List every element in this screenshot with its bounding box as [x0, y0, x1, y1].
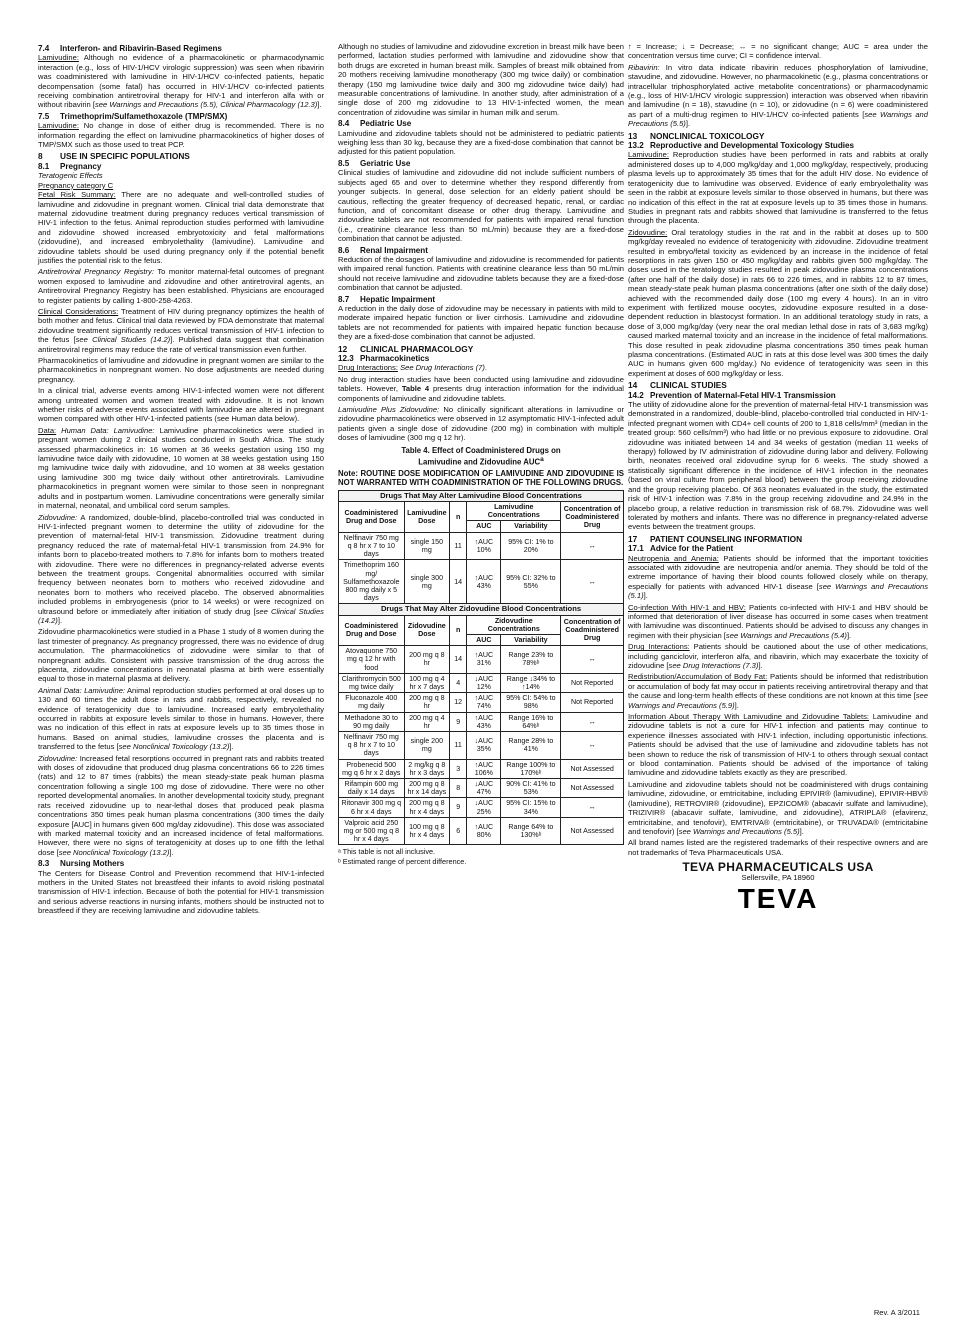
table-cell-n: 14	[450, 560, 467, 604]
section-8-4-heading: 8.4 Pediatric Use	[338, 119, 412, 129]
table-cell-n: 11	[450, 731, 467, 759]
col-header-coadmin-conc: Concentration of Coadministered Drug	[561, 502, 624, 533]
table-cell-dose: 200 mg q 4 hr	[404, 712, 450, 731]
table-legend: ↑ = Increase; ↓ = Decrease; ↔ = no significant change; AUC = area under the concentration versus time curve; CI = confidence interval.	[628, 42, 928, 61]
section-8-3-text: The Centers for Disease Control and Prevention recommend that HIV-1-infected mothers in the United States not breastfeed their infants to avoid risking postnatal transmission of HIV-1 infection. Because of both the potential for HIV-1 transmission and serious adverse reactions in nursing infants, mothers should be instructed not to breastfeed if they are receiving lamivudine and zidovudine tablets.	[38, 868, 324, 916]
section-13-heading: 13 NONCLINICAL TOXICOLOGY	[628, 130, 765, 141]
breast-milk-text: Although no studies of lamivudine and zidovudine excretion in breast milk have been performed, lactation studies performed with lamivudine and zidovudine show that both drugs are excreted in human breast milk. Samples of breast milk obtained from 20 mothers receiving lamivudine monotherapy (300 mg twice daily) or combination therapy (150 mg lamivudine twice daily and 300 mg zidovudine twice daily) had measurable concentrations of lamivudine. In another study, after administration of a single dose of 200 mg zidovudine to 13 HIV-1-infected women, the mean concentration of zidovudine was similar in human milk and serum.	[338, 42, 624, 117]
column-3	[628, 42, 928, 912]
table-cell-var: Range 100% to 170%ᵇ	[501, 759, 561, 778]
trademark-note: All brand names listed are the registered trademarks of their respective owners and are not trademarks of Teva Pharmaceuticals USA.	[628, 838, 928, 857]
human-data-zidovudine: Zidovudine: A randomized, double-blind, placebo-controlled trial was conducted in HIV-1-infected pregnant women to determine the utility of zidovudine for the prevention of maternal-fetal HIV-1 transmission. Zidovudine treatment during pregnancy reduced the rate of maternal-fetal HIV-1 transmission from 24.9% for infants born to placebo-treated mothers to 7.8% for infants born to mothers treated with zidovudine. There were no differences in pregnancy-related adverse events between the treatment groups. Congenital abnormalities occurred with similar frequency between neonates born to mothers who received zidovudine and neonates born to mothers who received placebo. The observed abnormalities included problems in embryogenesis (prior to 14 weeks) or were recognized on ultrasound before or immediately after initiation of study drug [see Clinical Studies (14.2)].	[38, 512, 324, 625]
col-header-coadmin-2: Coadministered Drug and Dose	[339, 615, 405, 646]
table-row	[339, 532, 624, 560]
section-7-4-heading: 7.4 Interferon- and Ribavirin-Based Regimens	[38, 44, 222, 53]
section-7-4-text: Lamivudine: Although no evidence of a pharmacokinetic or pharmacodynamic interaction (e.g., loss of HIV-1/HCV virologic suppression) was seen when ribavirin was coadministered with lamivudine in HIV-1/HCV co-infected patients, hepatic decompensation (some fatal) has occurred in HIV-1/HCV co-infected patients receiving combination antiretroviral therapy for HIV-1 and interferon alfa with or without ribavirin [see Warnings and Precautions (5.5), Clinical Pharmacology (12.3)].	[38, 53, 324, 110]
table-row	[339, 646, 624, 674]
body-fat-counsel: Redistribution/Accumulation of Body Fat: Patients should be informed that redistribution or accumulation of body fat may occur in patients receiving antiretroviral therapy and that the cause and long-term health effects of these conditions are not known at this time [see Warnings and Precautions (5.9)].	[628, 672, 928, 710]
table-cell-n: 9	[450, 712, 467, 731]
section-8-1-heading: 8.1 Pregnancy	[38, 161, 102, 171]
table-cell-var: 95% CI: 32% to 55%	[501, 560, 561, 604]
section-8-heading: 8 USE IN SPECIFIC POPULATIONS	[38, 151, 190, 162]
table-cell-var: Range 28% to 41%	[501, 731, 561, 759]
table-cell-var: Range 23% to 78%ᵇ	[501, 646, 561, 674]
section-8-6-heading: 8.6 Renal Impairment	[338, 245, 428, 255]
human-data-lamivudine: Data: Human Data: Lamivudine: Lamivudine pharmacokinetics were studied in pregnant women during 2 clinical studies conducted in South Africa. The study assessed pharmacokinetics in: 16 women at 36 weeks gestation using 150 mg lamivudine twice daily with zidovudine, 10 women at 38 weeks gestation using 150 mg lamivudine twice daily with zidovudine, and 10 women at 38 weeks gestation using lamivudine 300 mg twice daily without other antiretrovirals. Lamivudine pharmacokinetics in pregnant women were similar to those seen in nonpregnant adults and in postpartum women. Lamivudine concentrations were generally similar in maternal, neonatal, and umbilical cord serum samples.	[38, 425, 324, 511]
table-cell-dose: 100 mg q 4 hr x 7 days	[404, 673, 450, 692]
section-8-5-text: Clinical studies of lamivudine and zidovudine did not include sufficient numbers of subjects aged 65 and over to determine whether they respond differently from younger subjects. In general, dose selection for an elderly patient should be cautious, reflecting the greater frequency of decreased hepatic, renal, or cardiac function, and of concomitant disease or other drug therapy. Lamivudine and zidovudine tablets are not recommended for patients with impaired renal function (i.e., creatinine clearance less than 50 mL/min) because they are a fixed-dose combination that cannot be adjusted.	[338, 168, 624, 244]
table-cell-n: 14	[450, 646, 467, 674]
table-cell-auc: ↑AUC 31%	[467, 646, 501, 674]
table-row	[339, 731, 624, 759]
col-header-variability: Variability	[501, 521, 561, 532]
table-cell-auc: ↑AUC 10%	[467, 532, 501, 560]
table-4-note: Note: ROUTINE DOSE MODIFICATION OF LAMIVUDINE AND ZIDOVUDINE IS NOT WARRANTED WITH COADMINISTRATION OF THE FOLLOWING DRUGS.	[338, 469, 624, 488]
table-cell-auc: ↑AUC 74%	[467, 693, 501, 712]
table-cell-auc: ↓AUC 35%	[467, 731, 501, 759]
table-cell-var: Range 16% to 64%ᵇ	[501, 712, 561, 731]
table-cell-drug: Probenecid 500 mg q 6 hr x 2 days	[339, 759, 405, 778]
table-cell-dose: 100 mg q 8 hr x 4 days	[404, 817, 450, 845]
table-cell-drug: Nelfinavir 750 mg q 8 hr x 7 to 10 days	[339, 731, 405, 759]
table-cell-conc: ↔	[561, 560, 624, 604]
table-row	[339, 712, 624, 731]
section-8-5-heading: 8.5 Geriatric Use	[338, 158, 411, 168]
table-cell-dose: 200 mg q 8 hr x 14 days	[404, 778, 450, 797]
table-cell-conc: ↔	[561, 798, 624, 817]
pregnancy-pk-text: Pharmacokinetics of lamivudine and zidovudine in pregnant women are similar to the pharmacokinetics in nonpregnant women. No dose adjustments are needed during pregnancy.	[38, 356, 324, 384]
table-cell-drug: Ritonavir 300 mg q 6 hr x 4 days	[339, 798, 405, 817]
col-header-zido-conc: Zidovudine Concentrations	[467, 615, 561, 634]
company-name: TEVA PHARMACEUTICALS USA	[682, 860, 874, 875]
footnote-b: ᵇ Estimated range of percent difference.	[338, 856, 467, 866]
table-cell-auc: ↑AUC 43%	[467, 560, 501, 604]
drug-interactions-ref: Drug Interactions: See Drug Interactions (7).	[338, 363, 488, 373]
coinfection-hbv: Co-infection With HIV-1 and HBV: Patients co-infected with HIV-1 and HBV should be informed that deterioration of liver disease has occurred in some cases when treatment with lamivudine was discontinued. Patients should be advised to discuss any changes in regimen with their physician [see Warnings and Precautions (5.4)].	[628, 602, 928, 640]
table-cell-auc: ↑AUC 43%	[467, 712, 501, 731]
fetal-risk-summary: Fetal Risk Summary: There are no adequate and well-controlled studies of lamivudine and zidovudine in pregnant women. Clinical trial data demonstrate that maternal zidovudine treatment during pregnancy reduces vertical transmission of HIV-1 infection to the fetus. Animal reproduction studies performed with lamivudine and zidovudine showed increased embryotoxicity and fetal malformations (zidovudine), and increased embryolethality (lamivudine). Lamivudine and zidovudine tablets should be used during pregnancy only if the potential benefit justifies the potential risk to the fetus.	[38, 190, 324, 265]
col-header-zido-dose: Zidovudine Dose	[404, 615, 450, 646]
table-4-caption: Table 4. Effect of Coadministered Drugs on Lamivudine and Zidovudine AUC$^a$	[401, 445, 561, 467]
table-cell-conc: Not Assessed	[561, 817, 624, 845]
company-address: Sellersville, PA 18960	[741, 872, 815, 882]
col-header-variability-2: Variability	[501, 634, 561, 645]
section-13-2-heading: 13.2 Reproductive and Developmental Toxicology Studies	[628, 141, 855, 151]
table-row	[339, 693, 624, 712]
table-cell-drug: Methadone 30 to 90 mg daily	[339, 712, 405, 731]
table-cell-auc: ↑AUC 106%	[467, 759, 501, 778]
teratogenic-effects-label: Teratogenic Effects	[38, 171, 103, 181]
animal-data-lamivudine: Animal Data: Lamivudine: Animal reproduction studies performed at oral doses up to 130 and 60 times the adult dose in rats and rabbits, respectively, revealed no evidence of teratogenicity due to lamivudine. Increased early embryolethality occurred in rabbits at exposure levels similar to those in humans. However, there was no indication of this effect in rats at exposure levels up to 35 times those in humans. Based on animal studies, lamivudine crosses the placenta and is transferred to the fetus [see Nonclinical Toxicology (13.2)].	[38, 685, 324, 752]
table-cell-drug: Valproic acid 250 mg or 500 mg q 8 hr x 4 days	[339, 817, 405, 845]
table-cell-drug: Rifampin 600 mg daily x 14 days	[339, 778, 405, 797]
column-2	[338, 42, 624, 866]
table-cell-dose: 200 mg q 8 hr x 4 days	[404, 798, 450, 817]
table-cell-conc: Not Reported	[561, 673, 624, 692]
table-row	[339, 759, 624, 778]
pregnancy-category-label: Pregnancy category C	[38, 180, 114, 190]
table-cell-conc: ↔	[561, 712, 624, 731]
table-cell-var: 90% CI: 41% to 53%	[501, 778, 561, 797]
table-cell-conc: Not Reported	[561, 693, 624, 712]
table-cell-conc: ↔	[561, 731, 624, 759]
table-cell-auc: ↓AUC 25%	[467, 798, 501, 817]
section-8-7-heading: 8.7 Hepatic Impairment	[338, 294, 436, 304]
section-14-2-heading: 14.2 Prevention of Maternal-Fetal HIV-1 Transmission	[628, 390, 836, 400]
revision-label: Rev. A 3/2011	[873, 1308, 920, 1317]
table-cell-drug: Fluconazole 400 mg daily	[339, 693, 405, 712]
zidovudine-pk-pregnancy: Zidovudine pharmacokinetics were studied in a Phase 1 study of 8 women during the last trimester of pregnancy. As pregnancy progressed, there was no evidence of drug accumulation. The pharmacokinetics of zidovudine were similar to that of nonpregnant adults. Consistent with passive transmission of the drug across the placenta, zidovudine concentrations in neonatal plasma at birth were essentially equal to those in maternal plasma at delivery.	[38, 627, 324, 684]
col-header-lam-conc: Lamivudine Concentrations	[467, 502, 561, 521]
animal-data-zidovudine: Zidovudine: Increased fetal resorptions occurred in pregnant rats and rabbits treated with doses of zidovudine that produced drug plasma concentrations 66 to 226 times (rats) and 12 to 87 times (rabbits) the mean steady-state peak human plasma concentration following a single 100 mg dose of zidovudine. There were no other reported developmental anomalies. In another developmental toxicity study, pregnant rats received zidovudine up to near-lethal doses that produced peak plasma concentrations 350 times peak human plasma concentrations (300 times the daily exposure [AUC] in humans given 600 mg/day zidovudine). This dose was associated with marked maternal toxicity and an increased incidence of fetal malformations. However, there were no signs of teratogenicity at doses up to one fifth the lethal dose [see Nonclinical Toxicology (13.2)].	[38, 753, 324, 857]
table-cell-drug: Clarithromycin 500 mg twice daily	[339, 673, 405, 692]
section-8-6-text: Reduction of the dosages of lamivudine and zidovudine is recommended for patients with impaired renal function. Patients with creatinine clearance less than 50 mL/min should not receive lamivudine and zidovudine tablets because they are a fixed-dose combination that cannot be adjusted.	[338, 254, 624, 293]
table-row	[339, 673, 624, 692]
lamivudine-plus-zidovudine: Lamivudine Plus Zidovudine: No clinically significant alterations in lamivudine or zidovudine pharmacokinetics were observed in 12 asymptomatic HIV-1-infected adult patients given a single dose of zidovudine (200 mg) in combination with multiple doses of lamivudine (300 mg q 12 hr).	[338, 405, 625, 443]
table-cell-dose: 200 mg q 8 hr	[404, 693, 450, 712]
neutropenia-anemia: Neutropenia and Anemia: Patients should be informed that the important toxicities associated with zidovudine are neutropenia and/or anemia. They should be told of the extreme importance of having their blood counts followed closely while on therapy, especially for patients with advanced HIV-1 disease [see Warnings and Precautions (5.1)].	[628, 553, 928, 601]
table-cell-conc: ↔	[561, 532, 624, 560]
section-14-heading: 14 CLINICAL STUDIES	[628, 380, 727, 391]
table-cell-n: 4	[450, 673, 467, 692]
col-header-coadmin-conc-2: Concentration of Coadministered Drug	[561, 615, 624, 646]
column-1	[38, 42, 324, 918]
section-12-3-heading: 12.3 Pharmacokinetics	[338, 354, 430, 363]
table-cell-drug: Atovaquone 750 mg q 12 hr with food	[339, 646, 405, 674]
col-header-auc: AUC	[467, 521, 501, 532]
table-cell-var: Range 64% to 130%ᵇ	[501, 817, 561, 845]
table-cell-auc: ↓AUC 12%	[467, 673, 501, 692]
drug-interactions-counsel: Drug Interactions: Patients should be cautioned about the use of other medications, including ganciclovir, interferon alfa, and ribavirin, which may exacerbate the toxicity of zidovudine [see Drug Interactions (7.3)].	[628, 642, 928, 670]
section-8-3-heading: 8.3 Nursing Mothers	[38, 859, 125, 869]
pregnancy-registry: Antiretroviral Pregnancy Registry: To monitor maternal-fetal outcomes of pregnant women exposed to lamivudine and zidovudine and other antiretroviral agents, an Antiretroviral Pregnancy Registry has been established. Physicians are encouraged to register patients by calling 1-800-258-4263.	[38, 267, 324, 305]
table-cell-var: 95% CI: 54% to 98%	[501, 693, 561, 712]
section-14-2-text: The utility of zidovudine alone for the prevention of maternal-fetal HIV-1 transmission was demonstrated in a randomized, double-blind, placebo-controlled trial conducted in HIV-1-infected pregnant women with CD4+ cell counts of 200 to 1,818 cells/mm³ (median in the treated group: 560 cells/mm³) who had little or no previous exposure to zidovudine. Oral zidovudine was initiated between 14 and 34 weeks of gestation (median 11 weeks of therapy) followed by IV administration of zidovudine during labor and delivery. Following birth, neonates received oral zidovudine syrup for 6 weeks. The study showed a statistically significant difference in the incidence of HIV-1 infection in the neonates (based on viral culture from peripheral blood) between the group receiving zidovudine and the group receiving placebo. Of 363 neonates evaluated in the study, the estimated risk of HIV-1 infection was 7.8% in the group receiving zidovudine and 24.9% in the placebo group, a relative reduction in transmission risk of 68.7%. Zidovudine was well tolerated by mothers and infants. There was no difference in pregnancy-related adverse events between the treatment groups.	[628, 400, 928, 532]
col-header-coadmin: Coadministered Drug and Dose	[339, 502, 405, 533]
col-header-auc-2: AUC	[467, 634, 501, 645]
table-cell-auc: ↑AUC 80%	[467, 817, 501, 845]
section-13-2-lamivudine: Lamivudine: Reproduction studies have been performed in rats and rabbits at orally administered doses up to 4,000 mg/kg/day and 1,000 mg/kg/day, respectively, producing plasma levels up to approximately 35 times that for the adult HIV dose. No evidence of teratogenicity due to lamivudine was observed. Evidence of early embryolethality was seen in the rabbit at exposure levels similar to those observed in humans, but there was no indication of this effect in the rat at exposure levels up to 35 times those in humans. Studies in pregnant rats and rabbits showed that lamivudine is transferred to the fetus through the placenta.	[628, 150, 928, 226]
table-cell-var: 95% CI: 1% to 20%	[501, 532, 561, 560]
section-7-5-text: Lamivudine: No change in dose of either drug is recommended. There is no information regarding the effect on lamivudine pharmacokinetics of higher doses of TMP/SMX such as those used to treat PCP.	[38, 121, 324, 150]
teva-logo	[723, 884, 833, 912]
table-cell-conc: Not Assessed	[561, 759, 624, 778]
col-header-n-2: n	[450, 615, 467, 646]
table-cell-n: 8	[450, 778, 467, 797]
section-13-2-zidovudine: Zidovudine: Oral teratology studies in the rat and in the rabbit at doses up to 500 mg/kg/day revealed no evidence of teratogenicity with zidovudine. Zidovudine treatment resulted in embryo/fetal toxicity as evidenced by an increase in the incidence of fetal resorptions in rats given 150 or 450 mg/kg/day and rabbits given 500 mg/kg/day. The doses used in the teratology studies resulted in peak zidovudine plasma concentrations (after one half of the daily dose) in rats 66 to 226 times, and in rabbits 12 to 87 times, mean steady-state peak human plasma concentrations (after one sixth of the daily dose) achieved with the recommended daily dose (100 mg every 4 hours). In an in vitro experiment with fertilized mouse oocytes, zidovudine exposure resulted in a dose-dependent reduction in blastocyst formation. In an additional teratology study in rats, a dose of 3,000 mg/kg/day (very near the oral median lethal dose in rats of 3,683 mg/kg) caused marked maternal toxicity and an increase in the incidence of fetal malformations. This dose resulted in peak zidovudine plasma concentrations 350 times peak human plasma concentrations. (Estimated AUC in rats at this dose level was 300 times the daily AUC in humans given 600 mg/day.) No evidence of teratogenicity was seen in this experiment at doses of 600 mg/kg/day or less.	[628, 227, 928, 378]
coadministration-warning: Lamivudine and zidovudine tablets should not be coadministered with drugs containing lamivudine, zidovudine, or emtricitabine, including EPIVIR® (lamivudine), EPIVIR-HBV® (lamivudine), RETROVIR® (zidovudine), EPZICOM® (abacavir sulfate and lamivudine), TRIZIVIR® (abacavir sulfate, lamivudine, and zidovudine), ATRIPLA® (efavirenz, emtricitabine, and tenofovir), EMTRIVA® (emtricitabine), or TRUVADA® (emtricitabine and tenofovir) [see Warnings and Precautions (5.5)].	[628, 779, 928, 836]
table-cell-conc: ↔	[561, 646, 624, 674]
clinical-trial-text: In a clinical trial, adverse events among HIV-1-infected women were not different among untreated women and women treated with zidovudine. It is not known whether risks of adverse events associated with lamivudine are altered in pregnant women compared with other HIV-1-infected patients (see Human data below).	[38, 386, 324, 424]
table-cell-drug: Nelfinavir 750 mg q 8 hr x 7 to 10 days	[339, 532, 405, 560]
table-cell-var: 95% CI: 15% to 34%	[501, 798, 561, 817]
ribavirin-text: Ribavirin: In vitro data indicate ribavirin reduces phosphorylation of lamivudine, stavudine, and zidovudine. However, no pharmacokinetic (e.g., plasma concentrations or intracellular triphosphorylated active metabolite concentrations) or pharmacodynamic (e.g., loss of HIV-1/HCV virologic suppression) interaction was observed when ribavirin and lamivudine (n = 18), stavudine (n = 10), or zidovudine (n = 6) were coadministered as part of a multi-drug regimen to HIV-1/HCV co-infected patients [see Warnings and Precautions (5.5)].	[628, 62, 928, 129]
table-cell-dose: 200 mg q 8 hr	[404, 646, 450, 674]
table-4	[338, 490, 624, 846]
table-row	[339, 778, 624, 797]
no-interaction-studies: No drug interaction studies have been conducted using lamivudine and zidovudine tablets. However, Table 4 presents drug interaction information for the individual components of lamivudine and zidovudine tablets.	[338, 374, 624, 403]
table-cell-n: 9	[450, 798, 467, 817]
table-cell-n: 3	[450, 759, 467, 778]
section-8-4-text: Lamivudine and zidovudine tablets should not be administered to pediatric patients weighing less than 30 kg, because they are a fixed-dose combination that cannot be adjusted for this patient population.	[338, 128, 624, 157]
table-row	[339, 560, 624, 604]
therapy-info: Information About Therapy With Lamivudine and Zidovudine Tablets: Lamivudine and zidovudine tablets is not a cure for HIV-1 infection and patients may continue to experience illnesses associated with HIV-1 infection, including opportunistic infections. Patients should be advised that the use of lamivudine and zidovudine tablets has not been shown to reduce the risk of transmission of HIV-1 to others through sexual contact or blood contamination. Patients should be advised of the importance of taking lamivudine and zidovudine tablets exactly as they are prescribed.	[628, 712, 928, 778]
section-12-heading: 12 CLINICAL PHARMACOLOGY	[338, 343, 474, 354]
table-cell-n: 6	[450, 817, 467, 845]
table-section-lamivudine: Drugs That May Alter Lamivudine Blood Concentrations	[339, 490, 624, 501]
label-page	[38, 42, 928, 1317]
table-cell-auc: ↓AUC 47%	[467, 778, 501, 797]
table-cell-n: 11	[450, 532, 467, 560]
table-cell-dose: single 300 mg	[404, 560, 450, 604]
col-header-n: n	[450, 502, 467, 533]
clinical-considerations: Clinical Considerations: Treatment of HIV during pregnancy optimizes the health of both mother and fetus. Clinical trial data reviewed by FDA demonstrate that maternal zidovudine treatment significantly reduces vertical transmission of HIV-1 infection to the fetus [see Clinical Studies (14.2)]. Published data suggest that combination antiretroviral regimens may reduce the rate of vertical transmission even further.	[38, 306, 325, 354]
footnote-a: ᵃ This table is not all inclusive.	[338, 847, 436, 857]
col-header-lam-dose: Lamivudine Dose	[404, 502, 450, 533]
table-cell-n: 12	[450, 693, 467, 712]
table-cell-dose: 2 mg/kg q 8 hr x 3 days	[404, 759, 450, 778]
teva-logo-text: TEVA	[737, 883, 819, 912]
table-cell-var: Range ↓34% to ↑14%	[501, 673, 561, 692]
table-cell-conc: Not Assessed	[561, 778, 624, 797]
section-17-1-heading: 17.1 Advice for the Patient	[628, 544, 734, 554]
table-cell-dose: single 200 mg	[404, 731, 450, 759]
table-cell-dose: single 150 mg	[404, 532, 450, 560]
section-7-5-heading: 7.5 Trimethoprim/Sulfamethoxazole (TMP/SMX)	[38, 111, 228, 121]
section-8-7-text: A reduction in the daily dose of zidovudine may be necessary in patients with mild to moderate impaired hepatic function or liver cirrhosis. Lamivudine and zidovudine tablets are not recommended for patients with impaired hepatic function because they are a fixed-dose combination that cannot be adjusted.	[338, 303, 624, 342]
table-section-zidovudine: Drugs That May Alter Zidovudine Blood Concentrations	[339, 604, 624, 615]
table-row	[339, 817, 624, 845]
section-17-heading: 17 PATIENT COUNSELING INFORMATION	[628, 533, 803, 544]
table-row	[339, 798, 624, 817]
table-cell-drug: Trimethoprim 160 mg/ Sulfamethoxazole 800 mg daily x 5 days	[339, 560, 405, 604]
